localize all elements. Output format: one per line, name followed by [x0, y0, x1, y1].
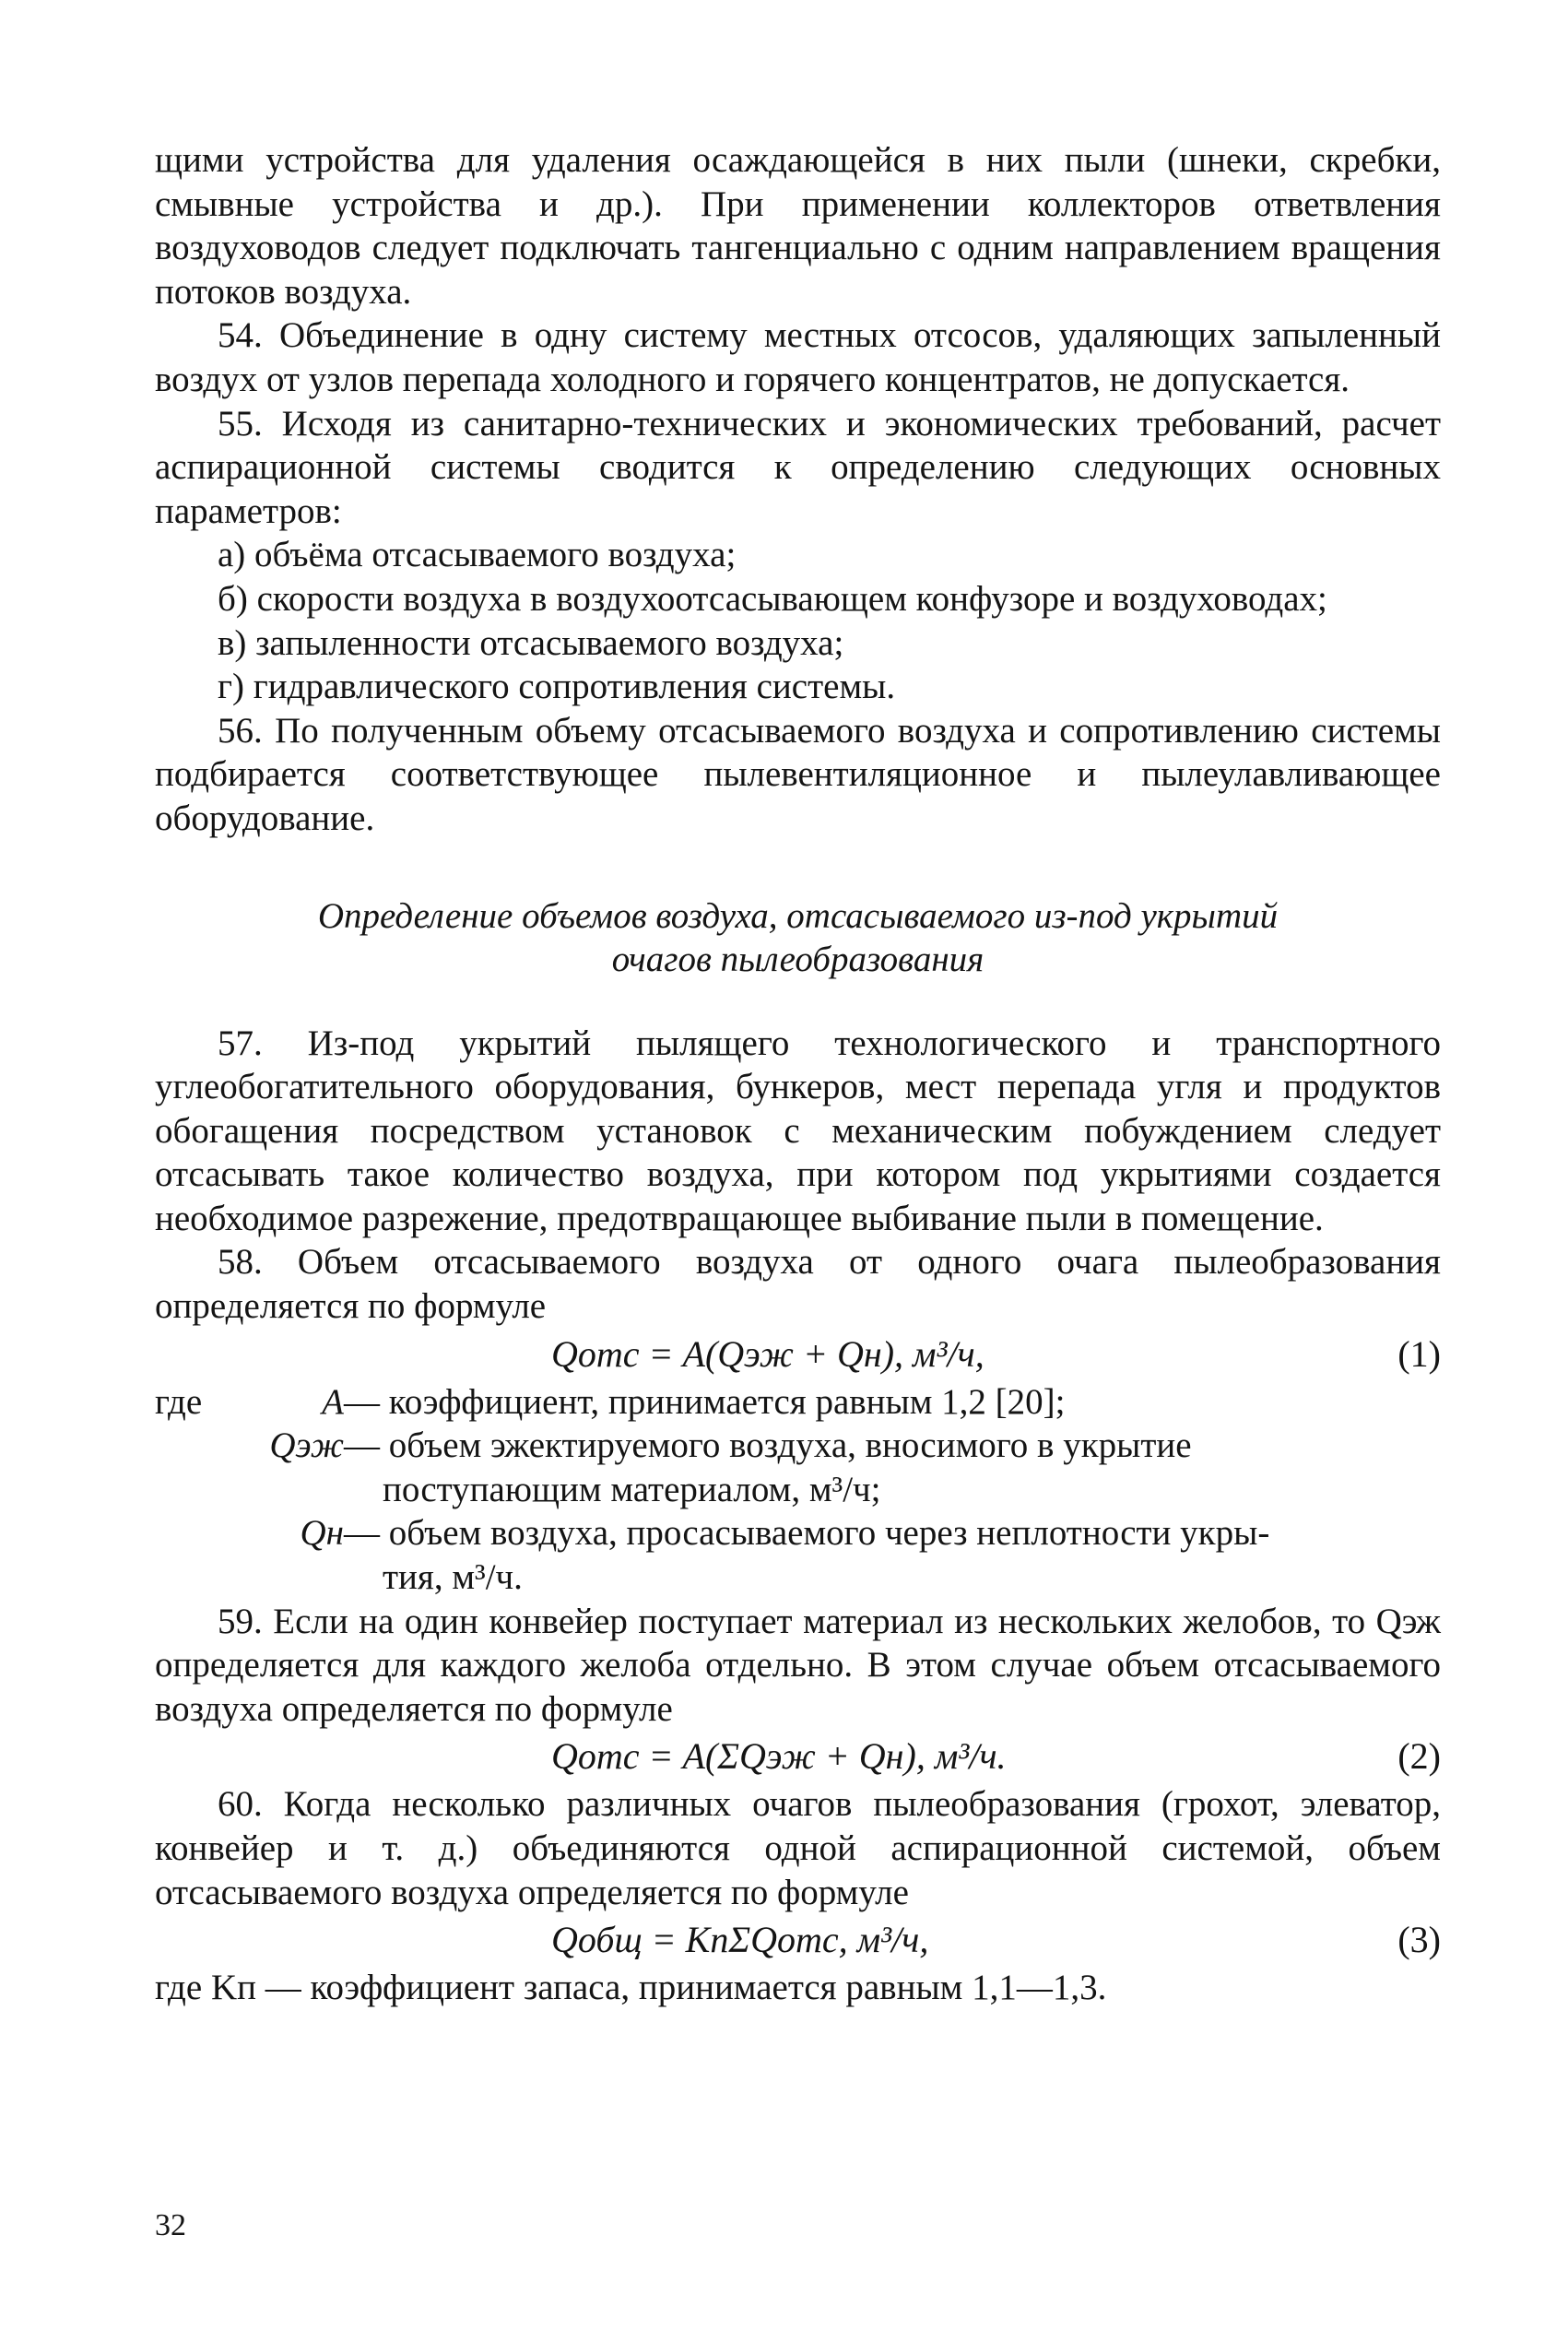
- formula-2: [155, 1731, 1441, 1782]
- formula-1: [155, 1329, 1441, 1380]
- definition-qn: [155, 1511, 1441, 1599]
- list-item-b: б) скорости воздуха в воздухоотсасывающем конфузоре и воздуховодах;: [218, 578, 1327, 619]
- paragraph-58: 58. Объем отсасываемого воздуха от одного очага пылеобразования определяется по формуле: [155, 1242, 1441, 1327]
- page-number: 32: [155, 2208, 186, 2242]
- paragraph-56: 56. По полученным объему отсасываемого воздуха и сопротивлению системы подбирается соответствующее пылевентиляционное и пылеулавливающее оборудование.: [155, 710, 1441, 838]
- formula-1-number: (1): [1397, 1332, 1441, 1375]
- definition-a: [155, 1380, 1441, 1425]
- formula-1-expression: Qотс = A(Qэж + Qн), м³/ч,: [551, 1332, 984, 1375]
- definitions-where-word: где: [155, 1381, 203, 1422]
- definition-a-symbol: A: [322, 1381, 344, 1422]
- definition-qn-text: — объем воздуха, просасываемого через неплотности укры-: [344, 1513, 1270, 1554]
- list-item-a: а) объёма отсасываемого воздуха;: [218, 535, 737, 575]
- heading-line-2: очагов пылеобразования: [611, 939, 984, 979]
- definition-qezh-symbol: Qэж: [269, 1425, 344, 1466]
- paragraph-59: 59. Если на один конвейер поступает материал из нескольких желобов, то Qэж определяется для каждого желоба отдельно. В этом случае объем отсасываемого воздуха определяется по формуле: [155, 1601, 1441, 1729]
- list-item-g: г) гидравлического сопротивления системы.: [218, 667, 896, 707]
- formula-3-expression: Qобщ = KпΣQотс, м³/ч,: [551, 1919, 929, 1961]
- definition-qezh-continuation: поступающим материалом, м³/ч;: [383, 1469, 881, 1509]
- definitions-block: [155, 1380, 1441, 1600]
- final-definition: где Kп — коэффициент запаса, принимается равным 1,1—1,3.: [155, 1968, 1107, 2008]
- definition-qn-symbol: Qн: [300, 1513, 344, 1554]
- paragraph-60: 60. Когда несколько различных очагов пылеобразования (грохот, элеватор, конвейер и т. д.) объединяются одной аспирационной системой, объем отсасываемого воздуха определяется по формуле: [155, 1784, 1441, 1912]
- paragraph-54: 54. Объединение в одну систему местных отсосов, удаляющих запыленный воздух от узлов перепада холодного и горячего концентратов, не допускается.: [155, 315, 1441, 399]
- paragraph-57: 57. Из-под укрытий пылящего технологического и транспортного углеобогатительного оборудования, бункеров, мест перепада угля и продуктов обогащения посредством установок с механическим побуждением следует отсасывать такое количество воздуха, при котором под укрытиями создается необходимое разрежение, предотвращающее выбивание пыли в помещение.: [155, 1023, 1441, 1238]
- formula-2-number: (2): [1397, 1735, 1441, 1778]
- formula-2-expression: Qотс = A(ΣQэж + Qн), м³/ч.: [551, 1735, 1007, 1778]
- paragraph-55: 55. Исходя из санитарно-технических и экономических требований, расчет аспирационной системы сводится к определению следующих основных параметров:: [155, 403, 1441, 531]
- definition-qn-continuation: тия, м³/ч.: [383, 1557, 523, 1598]
- formula-3: [155, 1914, 1441, 1966]
- list-item-v: в) запыленности отсасываемого воздуха;: [218, 622, 844, 663]
- section-heading: [155, 894, 1441, 981]
- definition-qezh-text: — объем эжектируемого воздуха, вносимого в укрытие: [344, 1425, 1192, 1466]
- page-content: [155, 138, 1441, 2010]
- heading-line-1: Определение объемов воздуха, отсасываемого из-под укрытий: [317, 895, 1279, 936]
- definition-a-text: — коэффициент, принимается равным 1,2 [20];: [344, 1381, 1066, 1422]
- definition-qezh: [155, 1424, 1441, 1511]
- paragraph-continuation: щими устройства для удаления осаждающейся в них пыли (шнеки, скребки, смывные устройства и др.). При применении коллекторов ответвления воздуховодов следует подключать тангенциально с одним направлением вращения потоков воздуха.: [155, 140, 1441, 312]
- formula-3-number: (3): [1397, 1919, 1441, 1961]
